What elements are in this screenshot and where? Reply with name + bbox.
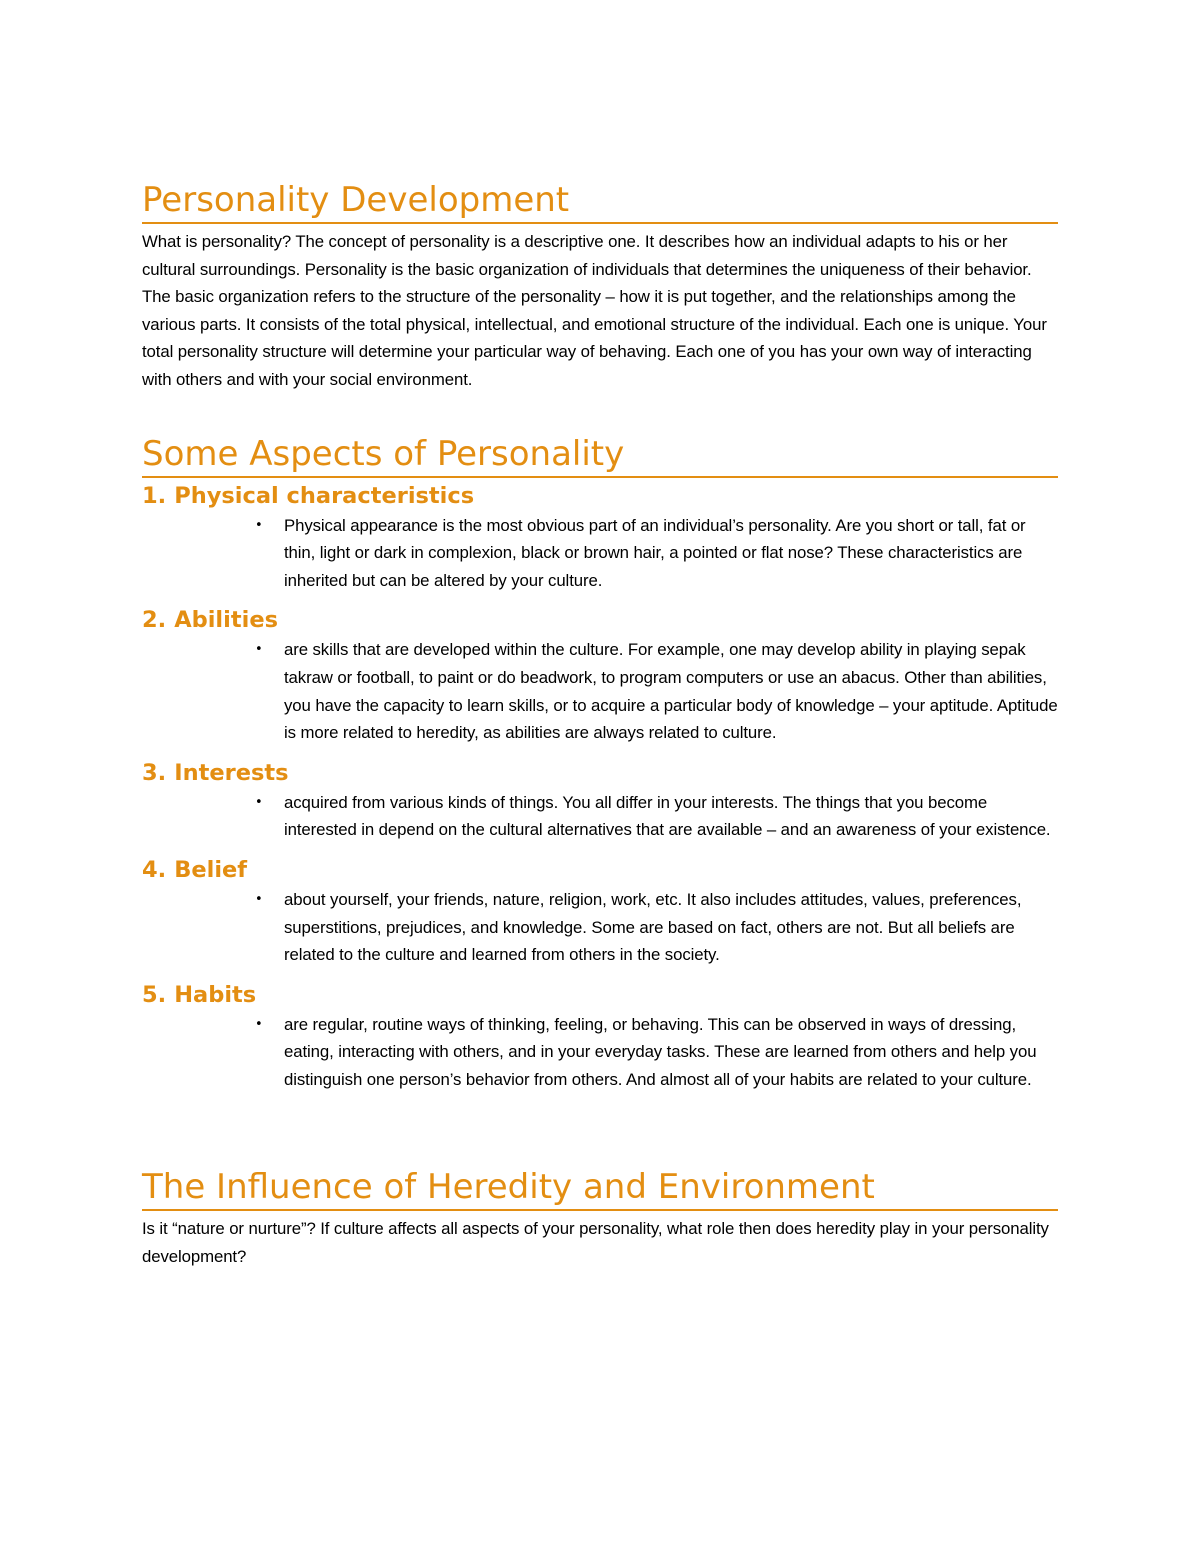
- heredity-paragraph: Is it “nature or nurture”? If culture affects all aspects of your personality, what role then does heredity play in your personality development?: [142, 1219, 1049, 1267]
- aspect-item: [142, 759, 1058, 844]
- aspect-title: Habits: [174, 981, 257, 1008]
- section-personality-development: [142, 180, 1058, 394]
- aspect-number: 5.: [142, 981, 167, 1008]
- bullet-icon: •: [255, 794, 263, 810]
- section-title: The Influence of Heredity and Environment: [142, 1167, 875, 1208]
- section-title: Personality Development: [142, 180, 570, 220]
- aspect-heading: [142, 606, 1058, 634]
- aspect-text: are regular, routine ways of thinking, feeling, or behaving. This can be observed in ways of dressing, eating, interacting with others, and in your everyday tasks. These are learned from others and help you distinguish one person’s behavior from others. And almost all of your habits are related to your culture.: [284, 1014, 1037, 1089]
- aspect-text: are skills that are developed within the culture. For example, one may develop ability in playing sepak takraw or football, to paint or do beadwork, to program computers or use an abacus. Other than abilities, you have the capacity to learn skills, or to acquire a particular body of knowledge – your aptitude. Aptitude is more related to heredity, as abilities are always related to culture.: [284, 640, 1058, 743]
- bullet-icon: •: [255, 891, 263, 907]
- aspect-bullet: [142, 1011, 1058, 1094]
- section-aspects: [142, 434, 1058, 1094]
- title-underline: [142, 222, 1058, 224]
- bullet-icon: •: [255, 517, 263, 533]
- aspect-heading: [142, 856, 1058, 884]
- document-page: [142, 180, 1058, 1271]
- aspect-text: acquired from various kinds of things. You all differ in your interests. The things that you become interested in depend on the cultural alternatives that are available – and an awareness of your existence.: [284, 792, 1051, 840]
- aspect-item: [142, 606, 1058, 746]
- intro-paragraph: What is personality? The concept of personality is a descriptive one. It describes how an individual adapts to his or her cultural surroundings. Personality is the basic organization of individuals that determines the uniqueness of their behavior. The basic organization refers to the structure of the personality – how it is put together, and the relationships among the various parts. It consists of the total physical, intellectual, and emotional structure of the individual. Each one is unique. Your total personality structure will determine your particular way of behaving. Each one of you has your own way of interacting with others and with your social environment.: [142, 232, 1047, 389]
- bullet-icon: •: [255, 642, 263, 658]
- aspect-title: Abilities: [174, 607, 278, 634]
- aspect-list: [142, 482, 1058, 1094]
- aspect-title: Interests: [174, 759, 289, 786]
- aspect-bullet: [142, 636, 1058, 746]
- section-heredity: [142, 1167, 1058, 1270]
- aspect-number: 4.: [142, 856, 167, 883]
- aspect-text: about yourself, your friends, nature, religion, work, etc. It also includes attitudes, values, preferences, superstitions, prejudices, and knowledge. Some are based on fact, others are not. But all beliefs are related to the culture and learned from others in the society.: [284, 889, 1022, 965]
- aspect-number: 2.: [142, 607, 167, 634]
- aspect-bullet: [142, 789, 1058, 844]
- bullet-icon: •: [255, 1016, 263, 1032]
- aspect-title: Physical characteristics: [174, 482, 475, 509]
- aspect-heading: [142, 759, 1058, 787]
- aspect-item: [142, 482, 1058, 595]
- aspect-number: 3.: [142, 759, 167, 786]
- aspect-number: 1.: [142, 482, 167, 509]
- section-title: Some Aspects of Personality: [142, 433, 625, 474]
- aspect-bullet: [142, 886, 1058, 969]
- title-underline: [142, 476, 1058, 478]
- aspect-bullet: [142, 512, 1058, 595]
- aspect-title: Belief: [174, 856, 248, 883]
- title-underline: [142, 1209, 1058, 1211]
- aspect-text: Physical appearance is the most obvious part of an individual’s personality. Are you short or tall, fat or thin, light or dark in complexion, black or brown hair, a pointed or flat nose? These characteristics are inherited but can be altered by your culture.: [284, 515, 1026, 590]
- aspect-heading: [142, 482, 1058, 510]
- aspect-item: [142, 981, 1058, 1094]
- aspect-heading: [142, 981, 1058, 1009]
- aspect-item: [142, 856, 1058, 969]
